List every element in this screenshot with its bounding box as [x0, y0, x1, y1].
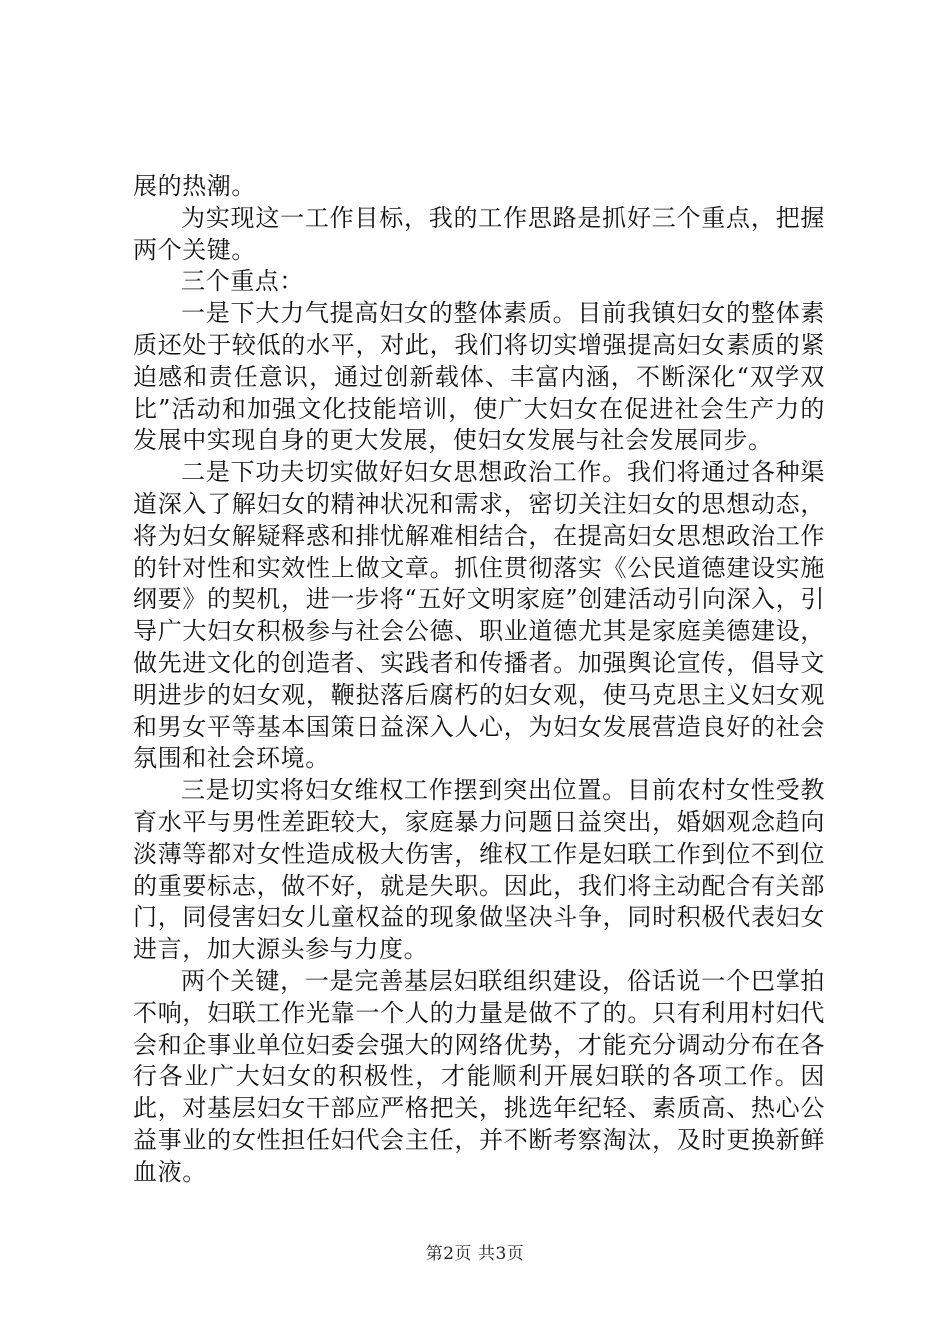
paragraph-priority-three: 三是切实将妇女维权工作摆到突出位置。目前农村女性受教育水平与男性差距较大，家庭暴力问题日益突出，婚姻观念趋向淡薄等都对女性造成极大伤害，维权工作是妇联工作到位不到位的重要标志，做不好，就是失职。因此，我们将主动配合有关部门，同侵害妇女儿童权益的现象做坚决斗争，同时积极代表妇女进言，加大源头参与力度。 — [133, 776, 825, 964]
document-body — [133, 171, 825, 1189]
paragraph-two-keys: 两个关键，一是完善基层妇联组织建设，俗话说一个巴掌拍不响，妇联工作光靠一个人的力量是做不了的。只有利用村妇代会和企事业单位妇委会强大的网络优势，才能充分调动分布在各行各业广大妇女的积极性，才能顺利开展妇联的各项工作。因此，对基层妇女干部应严格把关，挑选年纪轻、素质高、热心公益事业的女性担任妇代会主任，并不断考察淘汰，及时更换新鲜血液。 — [133, 966, 825, 1186]
page-number-footer: 第2页 共3页 — [425, 1244, 525, 1264]
paragraph-work-approach: 为实现这一工作目标，我的工作思路是抓好三个重点，把握两个关键。 — [133, 203, 825, 264]
paragraph-priority-one: 一是下大力气提高妇女的整体素质。目前我镇妇女的整体素质还处于较低的水平，对此，我们将切实增强提高妇女素质的紧迫感和责任意识，通过创新载体、丰富内涵，不断深化“双学双比”活动和加强文化技能培训，使广大妇女在促进社会生产力的发展中实现自身的更大发展，使妇女发展与社会发展同步。 — [133, 299, 825, 455]
paragraph-continuation: 展的热潮。 — [133, 172, 256, 200]
paragraph-three-priorities-heading: 三个重点： — [181, 267, 304, 296]
paragraph-priority-two: 二是下功夫切实做好妇女思想政治工作。我们将通过各种渠道深入了解妇女的精神状况和需求，密切关注妇女的思想动态，将为妇女解疑释惑和排忧解难相结合，在提高妇女思想政治工作的针对性和实效性上做文章。抓住贯彻落实《公民道德建设实施纲要》的契机，进一步将“五好文明家庭”创建活动引向深入，引导广大妇女积极参与社会公德、职业道德尤其是家庭美德建设，做先进文化的创造者、实践者和传播者。加强舆论宣传，倡导文明进步的妇女观，鞭挞落后腐朽的妇女观，使马克思主义妇女观和男女平等基本国策日益深入人心，为妇女发展营造良好的社会氛围和社会环境。 — [133, 458, 825, 773]
